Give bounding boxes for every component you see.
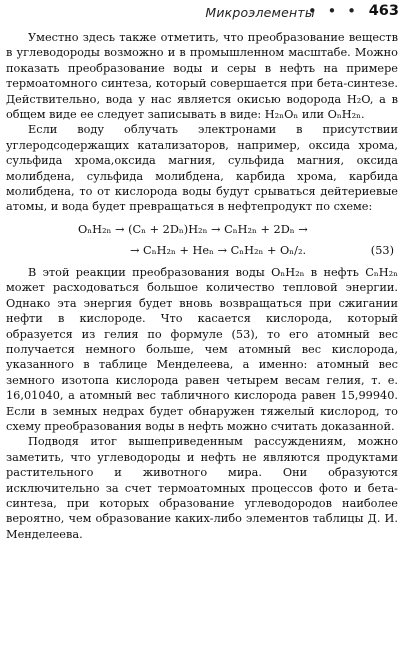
page-body: [6, 30, 398, 542]
running-header-title: Микроэлементы: [205, 5, 315, 20]
page-number: 463: [368, 3, 399, 19]
header-ornament-dots: • • •: [307, 2, 359, 20]
running-header: [0, 0, 405, 28]
paragraph-3: В этой реакции преобразования воды OₙH₂ₙ в нефть CₙH₂ₙ может расходоваться большое количество тепловой энергии. Однако эта энергия будет вновь возвращаться при сжигании нефти в кислороде. Что касается кислорода, который образуется из гелия по формуле (53), то его атомный вес получается немного больше, чем атомный вес кислорода, указанного в таблице Менделеева, а именно: атомный вес земного изотопа кислорода равен четырем весам гелия, т. е. 16,01040, а атомный вес табличного кислорода равен 15,99940. Если в земных недрах будет обнаружен тяжелый кислород, то схему преобразования воды в нефть можно считать доказанной.: [6, 265, 398, 433]
equation-number: (53): [370, 243, 394, 257]
paragraph-2: Если воду облучать электронами в присутствии углеродсодержащих катализаторов, например, оксида хрома, сульфида хрома,оксида магния, сульфида магния, оксида молибдена, сульфида молибдена, карбида хрома, карбида молибдена, то от кислорода воды будут срываться дейтериевые атомы, и вода будет превращаться в нефтепродукт по схеме:: [6, 123, 398, 214]
paragraph-4: Подводя итог вышеприведенным рассуждениям, можно заметить, что углеводороды и нефть не являются продуктами растительного и животного мира. Они образуются исключительно за счет термоатомных процессов фото и бета-синтеза, при которых образование углеводородов наиболее вероятно, чем образование каких-либо элементов таблицы Д. И. Менделеева.: [6, 435, 398, 541]
equation-line-2: → CₙH₂ₙ + Heₙ → CₙH₂ₙ + Oₙ/₂.: [130, 243, 307, 257]
paragraph-1: Уместно здесь также отметить, что преобразование веществ в углеводороды возможно и в промышленном масштабе. Можно показать преобразование воды и серы в нефть на примере термоатомного синтеза, который совершается при бета-синтезе. Действительно, вода у нас является окисью водорода H₂O, а в общем виде ее следует записывать в виде: H₂ₙOₙ или OₙH₂ₙ.: [6, 31, 398, 122]
equation-line-1: OₙH₂ₙ → (Cₙ + 2Dₙ)H₂ₙ → CₙH₂ₙ + 2Dₙ →: [78, 222, 308, 236]
equation-53: [6, 222, 398, 258]
